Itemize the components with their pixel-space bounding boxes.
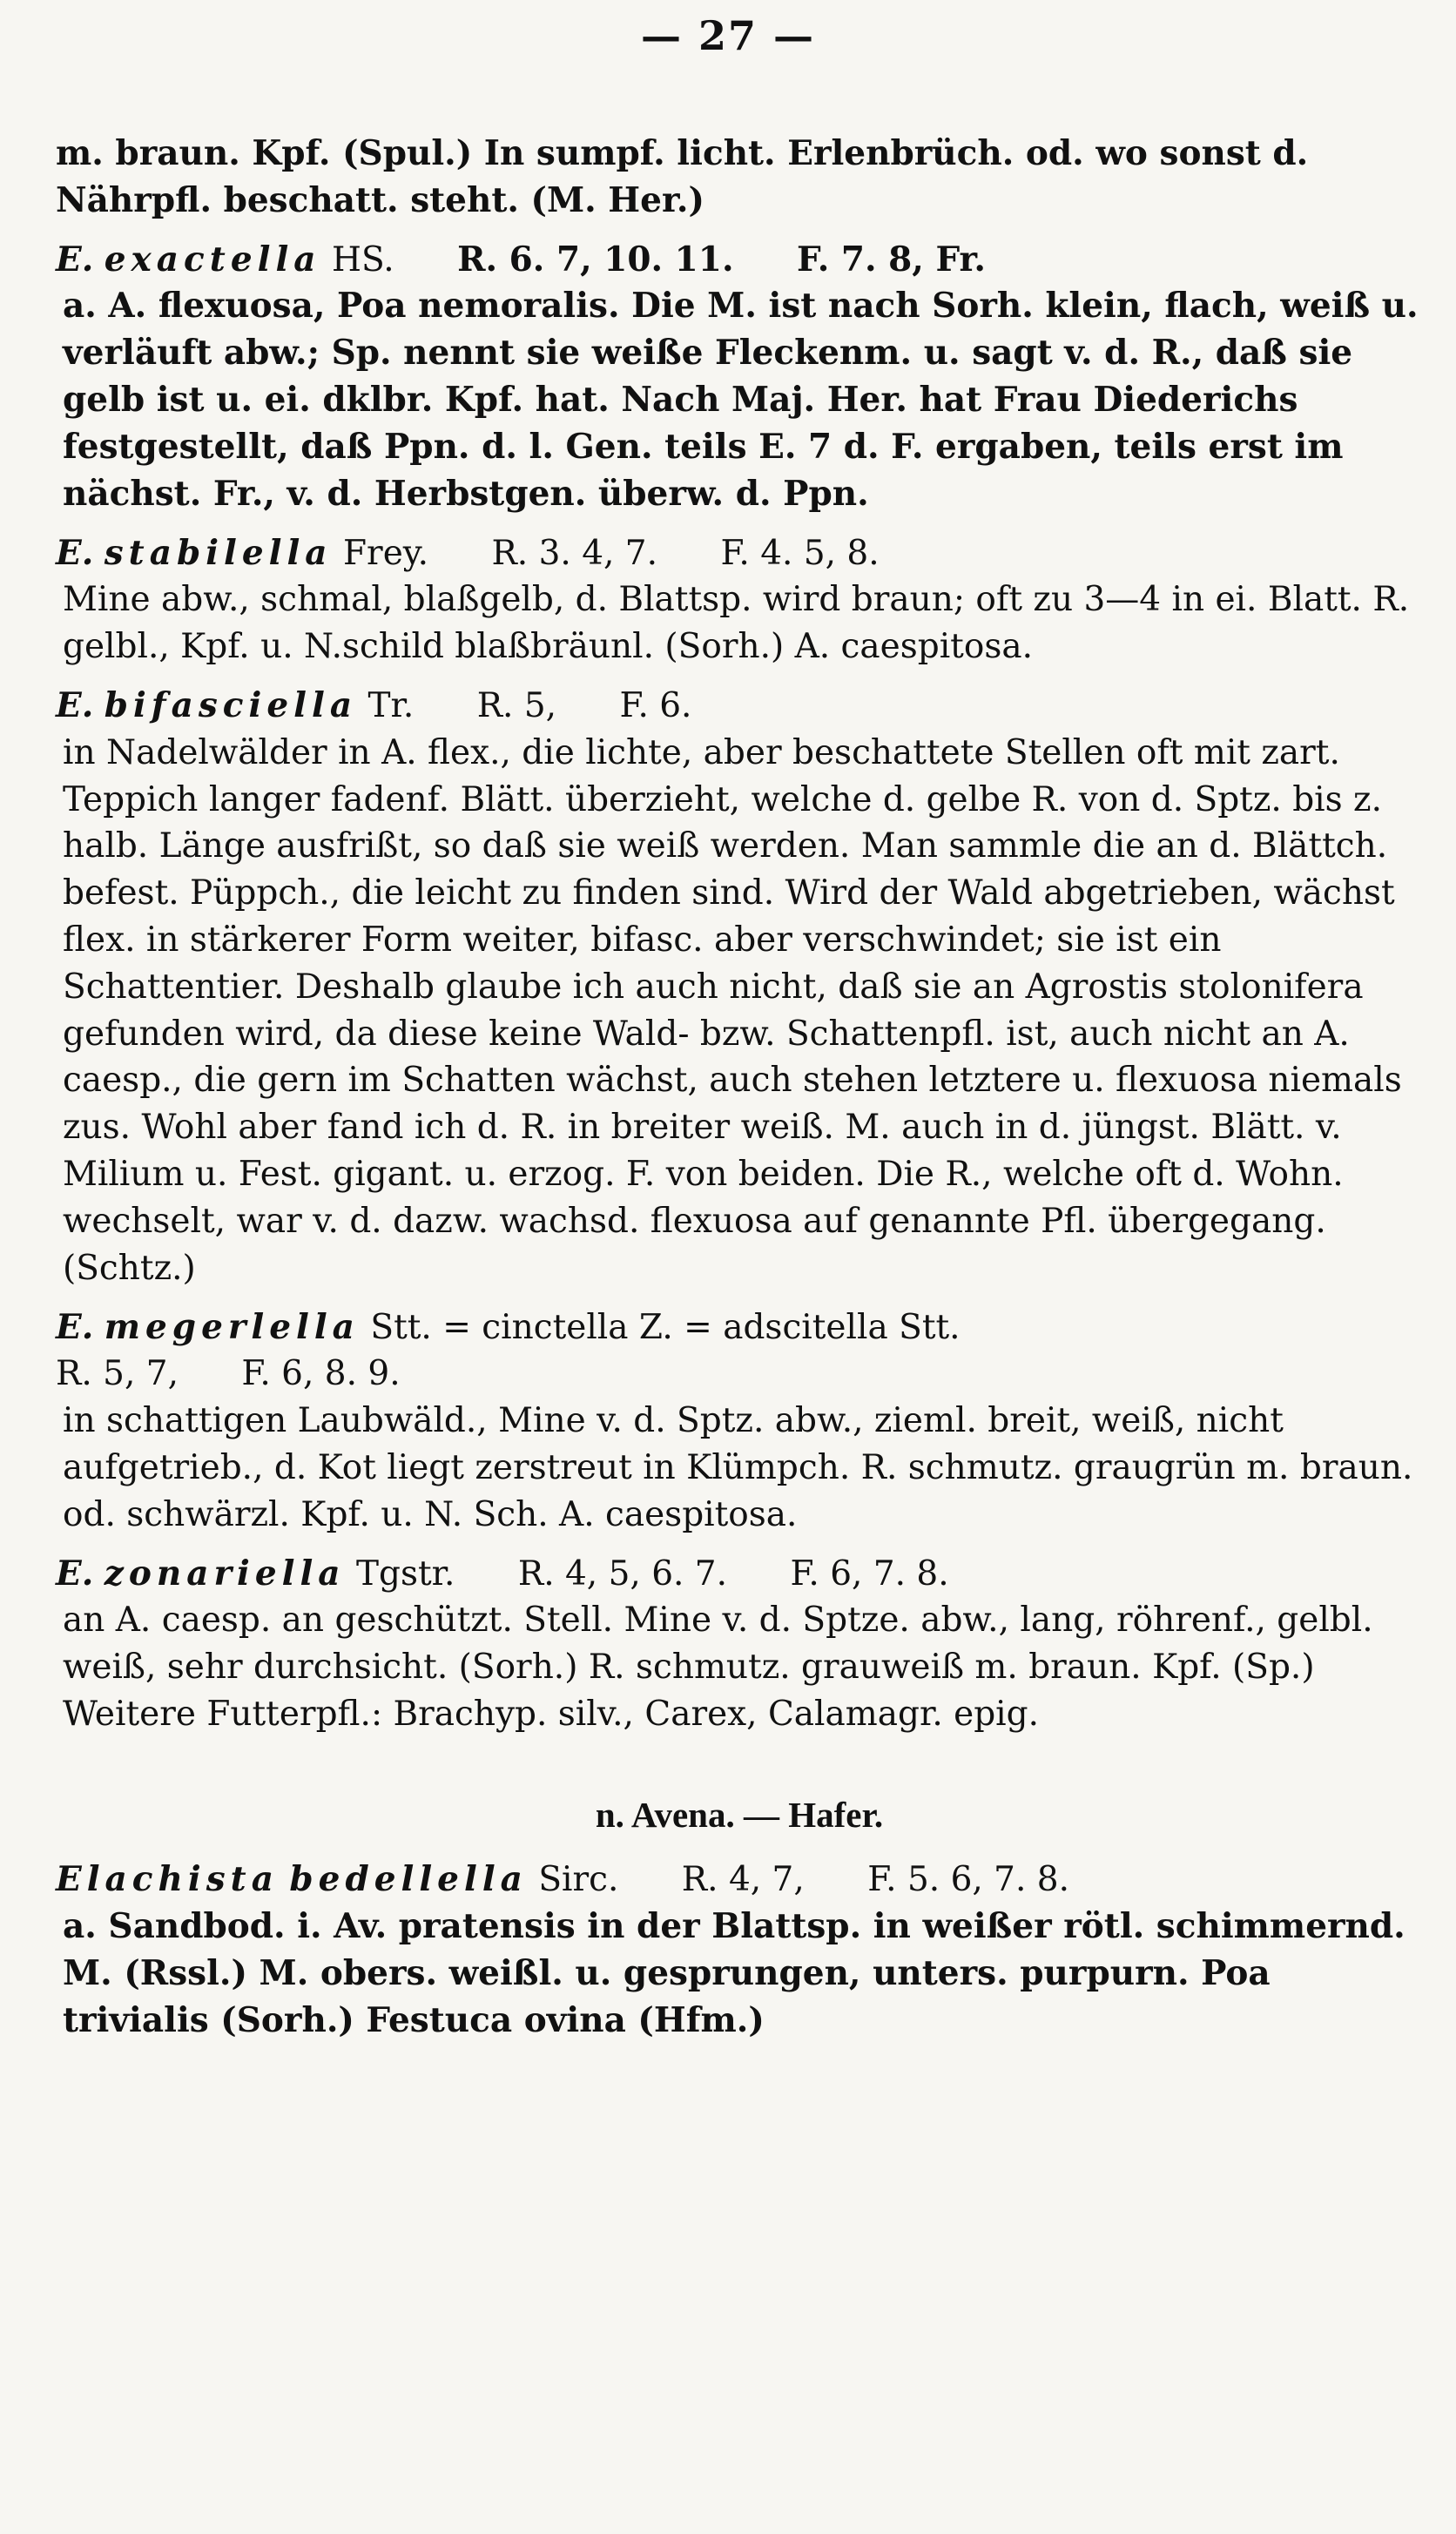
entry-bedellella xyxy=(56,1857,1423,2044)
entry-heading xyxy=(56,530,1423,577)
author: Frey. xyxy=(342,533,429,573)
entry-text: a. Sandbod. i. Av. pratensis in der Blattsp. in weißer rötl. schimmernd. M. (Rssl.) M. obers. weißl. u. gesprungen, unters. purpurn. Poa trivialis (Sorh.) Festuca ovina (Hfm.) xyxy=(63,1906,1405,2040)
larva-months: R. 5, xyxy=(476,685,557,725)
flight-months: F. 5. 6, 7. 8. xyxy=(867,1860,1069,1900)
entry-heading xyxy=(56,1857,1423,1904)
entry-megerlella xyxy=(56,1304,1423,1539)
entry-heading xyxy=(56,1304,1423,1351)
intro-paragraph: m. braun. Kpf. (Spul.) In sumpf. licht. Erlenbrüch. od. wo sonst d. Nährpfl. beschatt. steht. (M. Her.) xyxy=(56,133,1309,220)
larva-months: R. 3. 4, 7. xyxy=(491,533,658,573)
author: Tr. xyxy=(367,685,415,725)
author: HS. xyxy=(331,239,394,280)
page-number: — 27 — xyxy=(640,12,816,59)
species-name: bedellella xyxy=(289,1859,528,1900)
entry-dates xyxy=(56,1351,1423,1398)
entry-heading xyxy=(56,683,1423,730)
larva-months: R. 5, 7, xyxy=(56,1354,179,1394)
page-body xyxy=(56,131,1423,2057)
flight-months: F. 7. 8, Fr. xyxy=(796,239,986,280)
genus: Elachista xyxy=(56,1859,279,1900)
entry-text: in Nadelwälder in A. flex., die lichte, aber beschattete Stellen oft mit zart. Teppich langer fadenf. Blätt. überzieht, welche d. gelbe R. von d. Sptz. bis z. halb. Länge ausfrißt, so daß sie weiß werden. Man sammle die an d. Blättch. befest. Püppch., die leicht zu finden sind. Wird der Wald abgetrieben, wächst flex. in stärkerer Form weiter, bifasc. aber verschwindet; sie ist ein Schattentier. Deshalb glaube ich auch nicht, daß sie an Agrostis stolonifera gefunden wird, da diese keine Wald- bzw. Schattenpfl. ist, auch nicht an A. caesp., die gern im Schatten wächst, auch stehen letztere u. flexuosa niemals zus. Wohl aber fand ich d. R. in breiter weiß. M. auch in d. jüngst. Blätt. v. Milium u. Fest. gigant. u. erzog. F. von beiden. Die R., welche oft d. Wohn. wechselt, war v. d. dazw. wachsd. flexuosa auf genannte Pfl. übergegang. (Schtz.) xyxy=(63,732,1402,1288)
species-name: megerlella xyxy=(104,1306,360,1347)
entry-exactella xyxy=(56,237,1423,518)
section-title: n. Avena. — Hafer. xyxy=(595,1794,884,1835)
flight-months: F. 4. 5, 8. xyxy=(720,533,880,573)
larva-months: R. 4, 5, 6. 7. xyxy=(517,1553,728,1594)
genus: E. xyxy=(56,1306,94,1347)
flight-months: F. 6, 8. 9. xyxy=(241,1354,401,1394)
entry-text: an A. caesp. an geschützt. Stell. Mine v. d. Sptze. abw., lang, röhrenf., gelbl. weiß, sehr durchsicht. (Sorh.) R. schmutz. grauweiß m. braun. Kpf. (Sp.) Weitere Futterpfl.: Brachyp. silv., Carex, Calamagr. epig. xyxy=(63,1601,1373,1734)
species-name: bifasciella xyxy=(104,684,358,725)
entry-bifasciella xyxy=(56,683,1423,1292)
species-name: exactella xyxy=(104,239,321,280)
species-name: stabilella xyxy=(104,532,333,573)
entry-stabilella xyxy=(56,530,1423,671)
flight-months: F. 6, 7. 8. xyxy=(790,1553,949,1594)
entry-text: in schattigen Laubwäld., Mine v. d. Sptz. abw., zieml. breit, weiß, nicht aufgetrieb., d. Kot liegt zerstreut in Klümpch. R. schmutz. graugrün m. braun. od. schwärzl. Kpf. u. N. Sch. A. caespitosa. xyxy=(63,1401,1413,1534)
author: Sirc. xyxy=(538,1860,619,1900)
larva-months: R. 6. 7, 10. 11. xyxy=(457,239,734,280)
entry-text: a. A. flexuosa, Poa nemoralis. Die M. ist nach Sorh. klein, flach, weiß u. verläuft abw.; Sp. nennt sie weiße Fleckenm. u. sagt v. d. R., daß sie gelb ist u. ei. dklbr. Kpf. hat. Nach Maj. Her. hat Frau Diederichs festgestellt, daß Ppn. d. l. Gen. teils E. 7 d. F. ergaben, teils erst im nächst. Fr., v. d. Herbstgen. überw. d. Ppn. xyxy=(63,286,1419,514)
larva-months: R. 4, 7, xyxy=(681,1860,805,1900)
entry-zonariella xyxy=(56,1551,1423,1738)
genus: E. xyxy=(56,1553,94,1594)
genus: E. xyxy=(56,239,94,280)
entry-text: Mine abw., schmal, blaßgelb, d. Blattsp. wird braun; oft zu 3—4 in ei. Blatt. R. gelbl., Kpf. u. N.schild blaßbräunl. (Sorh.) A. caespitosa. xyxy=(63,580,1410,667)
author: Stt. = cinctella Z. = adscitella Stt. xyxy=(370,1307,961,1347)
entry-heading xyxy=(56,237,1423,284)
author: Tgstr. xyxy=(356,1553,455,1594)
genus: E. xyxy=(56,532,94,573)
flight-months: F. 6. xyxy=(619,685,692,725)
entry-heading xyxy=(56,1551,1423,1598)
genus: E. xyxy=(56,684,94,725)
species-name: zonariella xyxy=(104,1553,346,1594)
